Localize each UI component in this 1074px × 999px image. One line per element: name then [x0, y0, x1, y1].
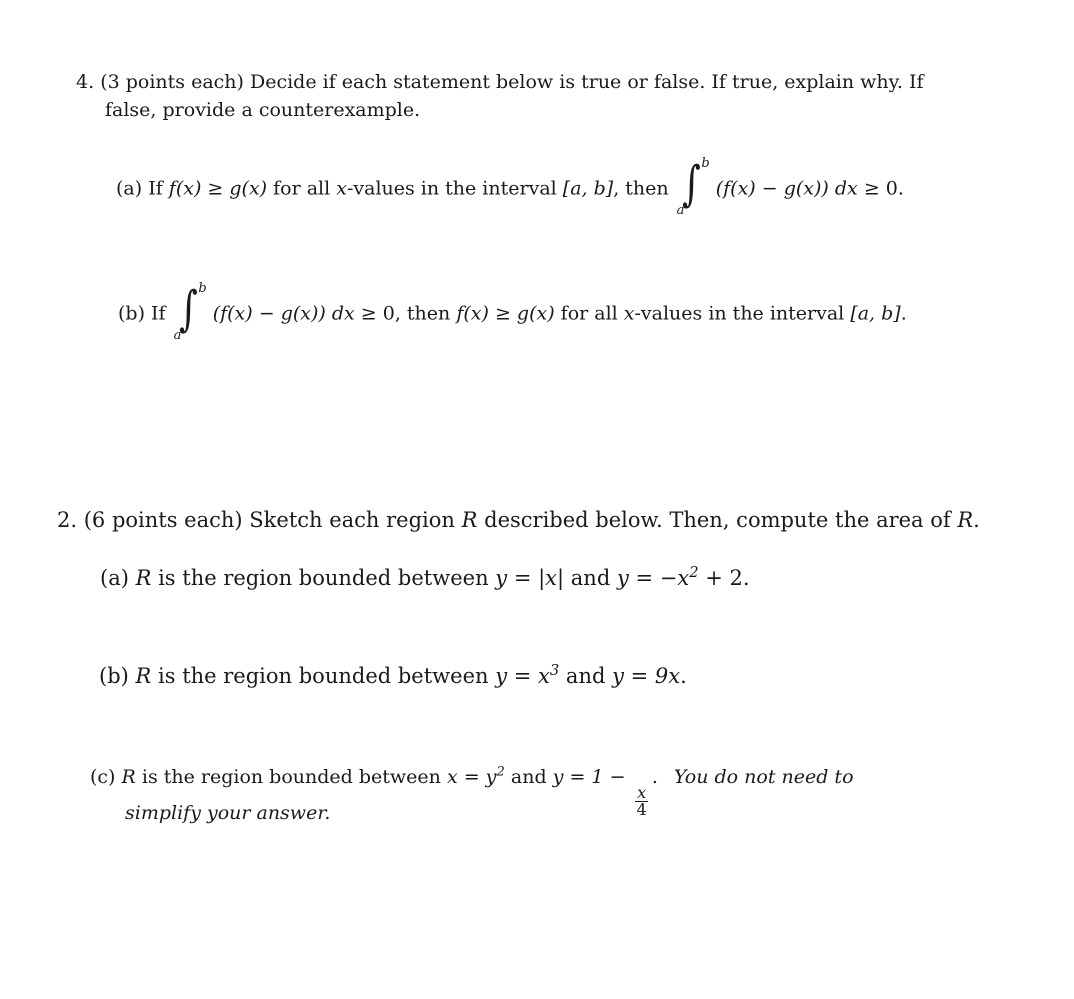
text: described below. Then, compute the area of [484, 508, 951, 532]
math-inequality: ≥ 0. [863, 177, 904, 200]
math-interval: [a, b] [562, 177, 614, 200]
text: for all [273, 177, 331, 200]
integral-lower-limit: a [676, 203, 685, 218]
text: . [680, 664, 687, 688]
part-label: (a) [116, 177, 143, 200]
text: is the region bounded between [141, 766, 441, 788]
text: -values in the interval [346, 177, 557, 200]
problem-4b [118, 281, 907, 343]
math-var: x [336, 177, 347, 200]
text: and [570, 566, 611, 590]
problem-2-number: 2. [57, 508, 78, 532]
part-label: (a) [100, 566, 129, 590]
math-eq1-base: x = y [446, 766, 497, 788]
problem-2-intro [57, 508, 980, 532]
integral-upper-limit: b [198, 281, 207, 296]
exponent: 3 [549, 661, 560, 679]
math-eq2-tail: + 2. [705, 566, 750, 590]
text: , then [613, 177, 669, 200]
integral-lower-limit: a [173, 328, 182, 343]
part-label: (b) [99, 664, 129, 688]
math-var: x [623, 302, 635, 325]
part-label: (b) [118, 302, 145, 325]
math-R: R [121, 766, 136, 788]
fraction-denominator: 4 [636, 800, 647, 820]
fraction-numerator: x [637, 782, 647, 802]
note-line-2: simplify your answer. [125, 802, 331, 824]
text: If [148, 177, 163, 200]
part-label: (c) [90, 766, 116, 788]
problem-2c-note [125, 802, 330, 824]
text: for all [560, 302, 618, 325]
text: If [151, 302, 166, 325]
math-eq2-base: y = −x [616, 566, 690, 590]
math-eq1-base: y = x [495, 664, 550, 688]
math-R: R [135, 566, 152, 590]
problem-4-intro: (3 points each) Decide if each statement below is true or false. If true, explain why. If [100, 71, 924, 93]
text: is the region bounded between [158, 664, 489, 688]
integral-sign: ∫ b a [173, 281, 207, 343]
problem-4-line-2 [105, 99, 420, 121]
text: and [510, 766, 547, 788]
math-integrand: (f(x) − g(x)) [212, 302, 326, 325]
math-condition: f(x) ≥ g(x) [456, 302, 555, 325]
text: is the region bounded between [158, 566, 489, 590]
math-interval: [a, b] [850, 302, 901, 325]
math-dx: dx [331, 302, 355, 325]
integral-sign: ∫ b a [676, 156, 710, 218]
problem-4-line-1 [76, 71, 923, 93]
text: -values in the interval [634, 302, 845, 325]
text: . [651, 766, 658, 788]
math-dx: dx [834, 177, 858, 200]
problem-4-number: 4. [76, 71, 95, 93]
problem-4a [116, 156, 904, 218]
text: and [565, 664, 606, 688]
text: . [973, 508, 980, 532]
text: . [900, 302, 907, 325]
text: (6 points each) Sketch each region [83, 508, 455, 532]
fraction [635, 782, 649, 820]
math-eq2 [616, 563, 750, 590]
math-eq1 [495, 661, 560, 688]
math-condition: f(x) ≥ g(x) [168, 177, 268, 200]
math-eq1 [447, 766, 505, 788]
problem-4-intro-cont: false, provide a counterexample. [105, 99, 421, 121]
math-eq2: y = 1 − [552, 766, 626, 788]
integral-upper-limit: b [701, 156, 710, 171]
problem-2b [99, 661, 687, 688]
math-inequality: ≥ 0, then [360, 302, 451, 325]
math-eq2: y = 9x [612, 664, 681, 688]
problem-2a [100, 563, 750, 590]
math-R: R [135, 664, 152, 688]
exponent: 2 [689, 563, 699, 581]
math-R: R [957, 508, 974, 532]
math-R: R [461, 508, 478, 532]
math-integrand: (f(x) − g(x)) [715, 177, 829, 200]
math-eq1: y = |x| [495, 566, 565, 590]
exponent: 2 [496, 764, 505, 780]
note-line-1: You do not need to [673, 766, 854, 788]
